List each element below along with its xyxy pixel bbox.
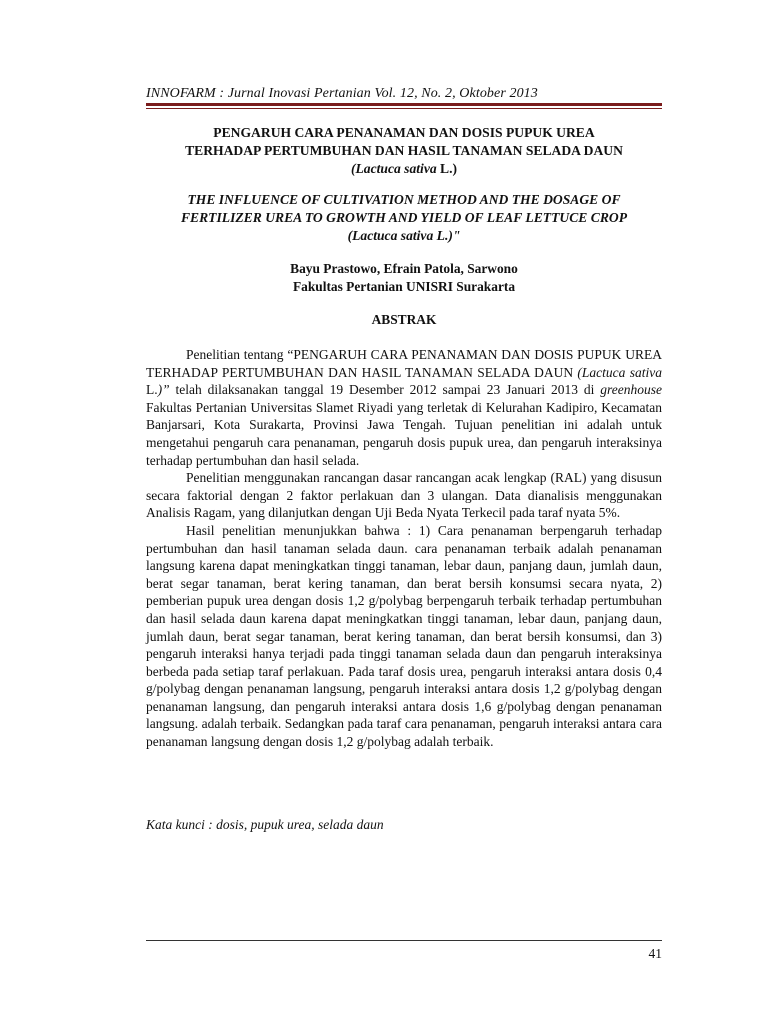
title-id-line-1: PENGARUH CARA PENANAMAN DAN DOSIS PUPUK UREA <box>213 125 595 140</box>
p1-greenhouse: greenhouse <box>600 382 662 398</box>
keywords: Kata kunci : dosis, pupuk urea, selada daun <box>146 817 384 832</box>
p1-text-a: Penelitian tentang “PENGARUH CARA PENANAMAN DAN DOSIS PUPUK UREA TERHADAP PERTUMBUHAN DAN HASIL TANAMAN SELADA DAUN <box>146 347 662 380</box>
p1-text-e: telah dilaksanakan tanggal 19 Desember 2012 sampai 23 Januari 2013 di <box>169 382 601 398</box>
abstract-paragraph-3: Hasil penelitian menunjukkan bahwa : 1) Cara penanaman berpengaruh terhadap pertumbuhan dan hasil tanaman selada daun. cara penanaman terbaik adalah penanaman langsung karena dapat meningkatkan tinggi tanaman, lebar daun, panjang daun, jumlah daun, berat segar tanaman, berat kering tanaman, dan berat bersih konsumsi secara nyata, 2) pemberian pupuk urea dengan dosis 1,2 g/polybag berpengaruh terbaik terhadap pertumbuhan dan hasil selada daun karena dapat meningkatkan tinggi tanaman, lebar daun, panjang daun, jumlah daun, berat segar tanaman, berat kering tanaman, dan berat bersih konsumsi, dan 3) pengaruh interaksi hanya terjadi pada tinggi tanaman selada daun dan pengaruh interaksinya berbeda pada setiap taraf perlakuan. Pada taraf dosis urea, pengaruh interaksi antara dosis 0,4 g/polybag dengan penanaman langsung, pengaruh interaksi antara dosis 1,2 g/polybag dengan penanaman langsung, dan pengaruh interaksi antara dosis 1,6 g/polybag dengan penanaman langsung. adalah terbaik. Sedangkan pada taraf cara penanaman, pengaruh interaksi antara cara penanaman langsung dengan dosis 1,2 g/polybag adalah terbaik. <box>146 522 662 750</box>
journal-header: INNOFARM : Jurnal Inovasi Pertanian Vol. 12, No. 2, Oktober 2013 <box>146 86 538 101</box>
abstract-heading: ABSTRAK <box>371 312 437 327</box>
p1-text-d: )” <box>157 382 170 398</box>
title-id-species: (Lactuca sativa <box>350 161 437 176</box>
header-rule <box>146 103 662 106</box>
title-en-line-2: FERTILIZER UREA TO GROWTH AND YIELD OF LEAF LETTUCE CROP <box>180 210 628 225</box>
title-id-line-2: TERHADAP PERTUMBUHAN DAN HASIL TANAMAN SELADA DAUN <box>185 143 623 158</box>
abstract-paragraph-2: Penelitian menggunakan rancangan dasar rancangan acak lengkap (RAL) yang disusun secara faktorial dengan 2 faktor perlakuan dan 3 ulangan. Data dianalisis menggunakan Analisis Ragam, yang dilanjutkan dengan Uji Beda Nyata Terkecil pada taraf nyata 5%. <box>146 470 662 521</box>
author-names: Bayu Prastowo, Efrain Patola, Sarwono <box>290 261 518 276</box>
p1-text-c: L. <box>146 382 158 398</box>
title-indonesian <box>146 124 662 178</box>
header-rule-thin <box>146 108 662 109</box>
title-en-line-1: THE INFLUENCE OF CULTIVATION METHOD AND THE DOSAGE OF <box>187 192 621 207</box>
footer-rule <box>146 940 662 941</box>
p1-species: (Lactuca sativa <box>577 364 662 380</box>
page-number: 41 <box>648 946 662 961</box>
title-id-suffix: L.) <box>436 161 458 176</box>
title-en-line-3: (Lactuca sativa L.)" <box>347 228 461 243</box>
title-id-line-3 <box>146 160 662 178</box>
p1-text-g: Fakultas Pertanian Universitas Slamet Riyadi yang terletak di Kelurahan Kadipiro, Kecamatan Banjarsari, Kota Surakarta, Provinsi Jawa Tengah. Tujuan penelitian ini adalah untuk mengetahui pengaruh cara penanaman, pengaruh dosis pupuk urea, dan pengaruh interaksinya terhadap pertumbuhan dan hasil selada. <box>146 399 662 468</box>
author-affiliation: Fakultas Pertanian UNISRI Surakarta <box>292 279 516 294</box>
author-block <box>146 260 662 296</box>
abstract-body <box>146 346 662 751</box>
title-english <box>146 191 662 245</box>
abstract-paragraph-1 <box>146 346 662 469</box>
